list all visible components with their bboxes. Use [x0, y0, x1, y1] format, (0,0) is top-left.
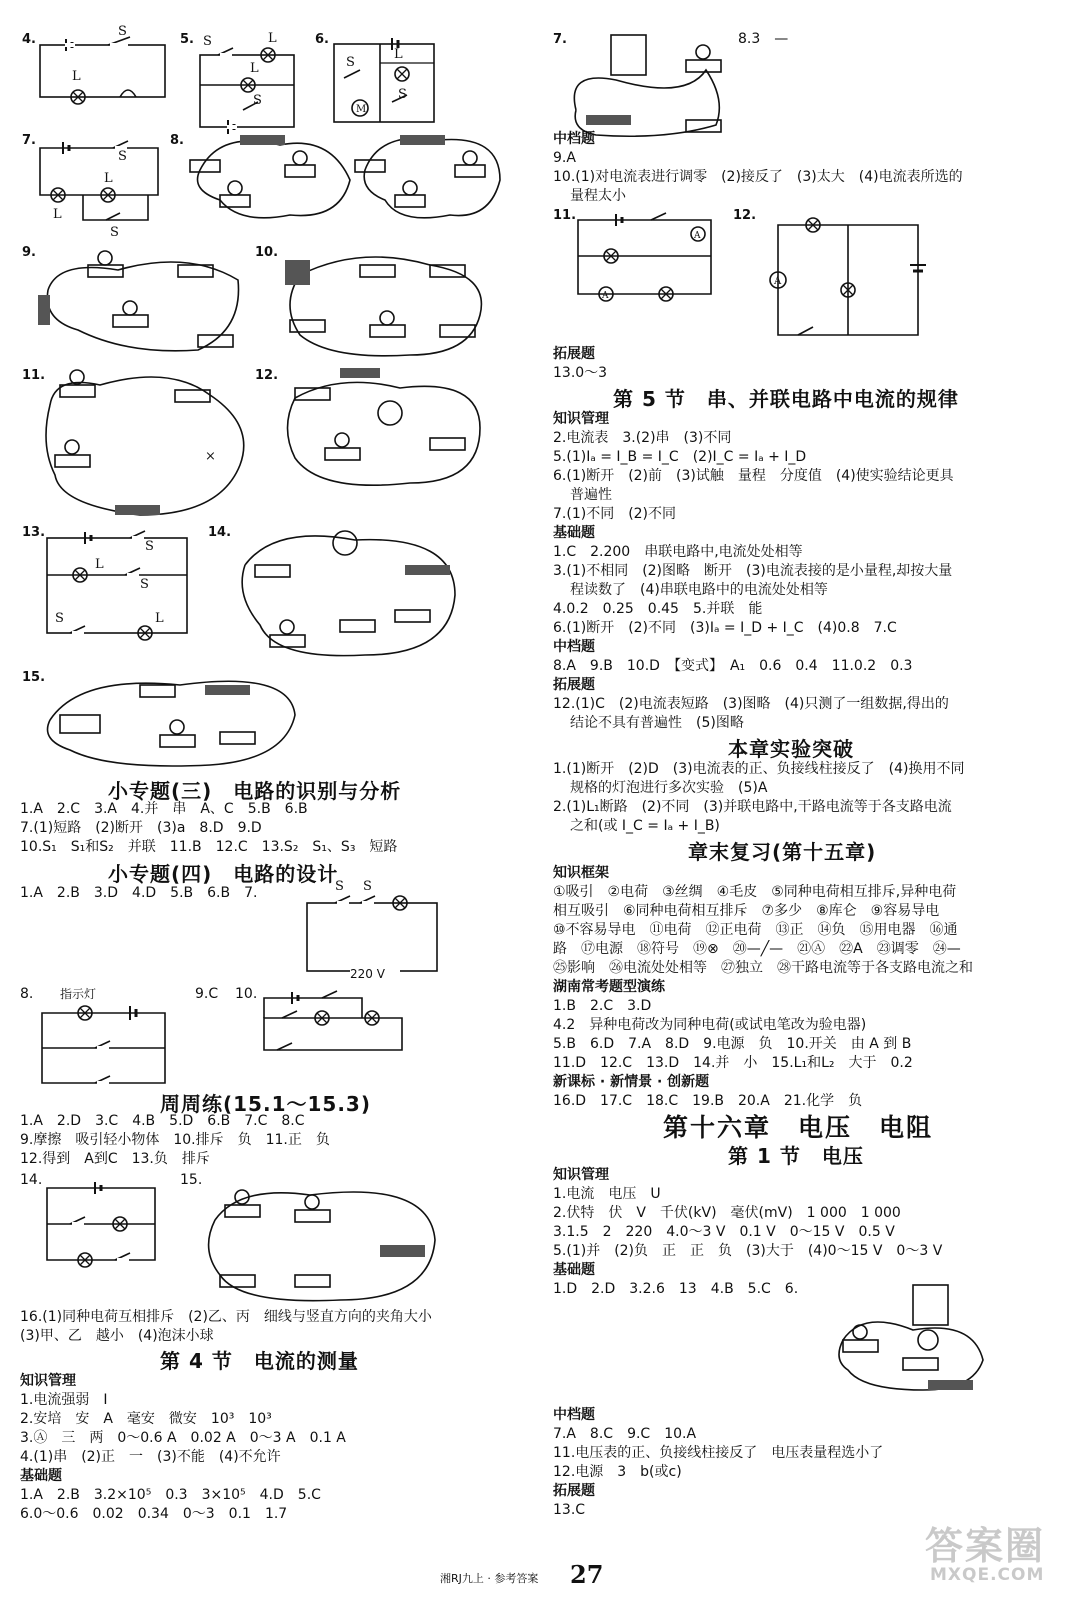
sec5-line-9: 4.0.2 0.25 0.45 5.并联 能 — [553, 601, 763, 617]
svg-text:S: S — [203, 34, 212, 49]
svg-text:L: L — [394, 47, 403, 62]
svg-text:S: S — [145, 539, 154, 554]
svg-text:S: S — [253, 93, 262, 108]
sec5-line-8: 程读数了 (4)串联电路中的电流处处相等 — [570, 582, 828, 598]
sec5-line-3: 6.(1)断开 (2)前 (3)试触 量程 分度值 (4)使实验结论更具 — [553, 468, 954, 484]
sec5-line-5: 7.(1)不同 (2)不同 — [553, 506, 677, 522]
topic3-line-3: 10.S₁ S₁和S₂ 并联 11.B 12.C 13.S₂ S₁、S₃ 短路 — [20, 839, 398, 855]
ch16-line-9: 13.C — [553, 1502, 586, 1518]
svg-text:S: S — [55, 611, 64, 626]
r-q12-circuit-diagram — [768, 215, 928, 340]
weekly-q15-wiring-sketch — [200, 1180, 440, 1310]
svg-text:S: S — [118, 149, 127, 164]
watermark-logo — [920, 1515, 1070, 1595]
ch16-ext-heading: 拓展题 — [553, 1483, 595, 1499]
topic3-title: 小专题(三) 电路的识别与分析 — [108, 779, 402, 803]
topic4-220v: 220 V — [350, 967, 385, 981]
review-line-3: ⑩不容易导电 ⑪电荷 ⑫正电荷 ⑬正 ⑭负 ⑮用电器 ⑯通 — [553, 922, 958, 938]
q14-wiring-sketch — [235, 525, 465, 665]
svg-text:S: S — [118, 24, 127, 39]
sec5-title: 第 5 节 串、并联电路中电流的规律 — [613, 387, 959, 411]
weekly-line-2: 9.摩擦 吸引轻小物体 10.排斥 负 11.正 负 — [20, 1132, 330, 1148]
sec4-title: 第 4 节 电流的测量 — [160, 1349, 359, 1373]
sec4-line-2: 2.安培 安 A 毫安 微安 10³ 10³ — [20, 1411, 272, 1427]
r-ext-heading: 拓展题 — [553, 346, 595, 362]
topic4-q8-circuit-diagram — [40, 1005, 170, 1085]
weekly-q14-circuit-diagram — [45, 1180, 160, 1265]
weekly-line-1: 1.A 2.D 3.C 4.B 5.D 6.B 7.C 8.C — [20, 1113, 305, 1129]
q15-wiring-sketch — [40, 670, 300, 775]
review-line-2: 相互吸引 ⑥同种电荷相互排斥 ⑦多少 ⑧库仑 ⑨容易导电 — [553, 903, 940, 919]
weekly-line-3: 12.得到 A到C 13.负 排斥 — [20, 1151, 210, 1167]
sec5-line-12: 12.(1)C (2)电流表短路 (3)图略 (4)只测了一组数据,得出的 — [553, 696, 949, 712]
ch16-line-5: 1.D 2.D 3.2.6 13 4.B 5.C 6. — [553, 1281, 799, 1297]
sec4-line-1: 1.电流强弱 I — [20, 1392, 108, 1408]
weekly-line-5: (3)甲、乙 越小 (4)泡沫小球 — [20, 1328, 214, 1344]
ch16-line-8: 12.电源 3 b(或c) — [553, 1464, 682, 1480]
ch16-q6-wiring-sketch — [833, 1280, 993, 1400]
r-line-2: 10.(1)对电流表进行调零 (2)接反了 (3)太大 (4)电流表所选的 — [553, 169, 963, 185]
sec5-line-4: 普遍性 — [570, 487, 612, 503]
weekly-title: 周周练(15.1～15.3) — [160, 1092, 371, 1116]
ch16-line-6: 7.A 8.C 9.C 10.A — [553, 1426, 697, 1442]
r-q7-wiring-sketch — [566, 30, 726, 140]
r-q11-num: 11. — [553, 208, 577, 223]
q10-wiring-sketch — [280, 245, 500, 365]
topic4-q10-circuit-diagram — [262, 990, 407, 1055]
sec5-mid-heading: 中档题 — [553, 639, 595, 655]
sec5-knowledge-heading: 知识管理 — [553, 411, 609, 427]
topic4-q8-lamp-label: 指示灯 — [60, 987, 97, 1001]
review-new-heading: 新课标 · 新情景 · 创新题 — [553, 1074, 710, 1090]
weekly-q14: 14. — [20, 1172, 43, 1188]
r-q11-circuit-diagram — [576, 212, 716, 302]
weekly-q15: 15. — [180, 1172, 203, 1188]
q5-num: 5. — [180, 32, 194, 47]
review-line-5: ㉕影响 ㉖电流处处相等 ㉗独立 ㉘干路电流等于各支路电流之和 — [553, 960, 973, 976]
q9-wiring-sketch — [38, 240, 248, 360]
svg-text:L: L — [95, 557, 104, 572]
svg-text:M: M — [356, 104, 367, 115]
review-hunan-heading: 湖南常考题型演练 — [553, 979, 665, 995]
topic3-line-1: 1.A 2.C 3.A 4.并 串 A、C 5.B 6.B — [20, 801, 308, 817]
svg-text:L: L — [155, 611, 164, 626]
exp-line-2: 规格的灯泡进行多次实验 (5)A — [570, 780, 768, 796]
topic3-line-2: 7.(1)短路 (2)断开 (3)a 8.D 9.D — [20, 820, 262, 836]
r-line-3: 量程太小 — [570, 188, 626, 204]
r-q7-num: 7. — [553, 32, 567, 47]
svg-text:A: A — [694, 231, 701, 241]
q7-num: 7. — [22, 133, 36, 148]
sec5-line-6: 1.C 2.200 串联电路中,电流处处相等 — [553, 544, 803, 560]
review-line-6: 1.B 2.C 3.D — [553, 998, 652, 1014]
ch16-sec1-title: 第 1 节 电压 — [728, 1144, 864, 1168]
q15-num: 15. — [22, 670, 46, 685]
q6-num: 6. — [315, 32, 329, 47]
sec5-basic-heading: 基础题 — [553, 525, 595, 541]
svg-text:S: S — [110, 225, 119, 240]
sec4-knowledge-heading: 知识管理 — [20, 1373, 76, 1389]
ch16-line-2: 2.伏特 伏 V 千伏(kV) 毫伏(mV) 1 000 1 000 — [553, 1205, 901, 1221]
svg-text:S: S — [398, 87, 407, 102]
svg-text:L: L — [104, 171, 113, 186]
sec4-line-6: 6.0～0.6 0.02 0.34 0～3 0.1 1.7 — [20, 1506, 288, 1522]
sec4-line-4: 4.(1)串 (2)正 一 (3)不能 (4)不允许 — [20, 1449, 281, 1465]
sec5-line-1: 2.电流表 3.(2)串 (3)不同 — [553, 430, 732, 446]
page-number: 27 — [570, 1560, 604, 1589]
q10-num: 10. — [255, 245, 279, 260]
topic4-title: 小专题(四) 电路的设计 — [108, 862, 339, 886]
review-line-7: 4.2 异种电荷改为同种电荷(或试电笔改为验电器) — [553, 1017, 867, 1033]
review-line-9: 11.D 12.C 13.D 14.并 小 15.L₁和L₂ 大于 0.2 — [553, 1055, 913, 1071]
weekly-line-4: 16.(1)同种电荷互相排斥 (2)乙、丙 细线与竖直方向的夹角大小 — [20, 1309, 432, 1325]
q8-wiring-sketch — [180, 130, 520, 230]
exp-line-1: 1.(1)断开 (2)D (3)电流表的正、负接线柱接反了 (4)换用不同 — [553, 761, 965, 777]
svg-text:×: × — [205, 449, 216, 464]
watermark-top-text: 答案圈 — [925, 1524, 1046, 1568]
sec4-line-5: 1.A 2.B 3.2×10⁵ 0.3 3×10⁵ 4.D 5.C — [20, 1487, 321, 1503]
review-framework-heading: 知识框架 — [553, 865, 609, 881]
q13-num: 13. — [22, 525, 46, 540]
svg-text:L: L — [268, 31, 277, 46]
review-title: 章末复习(第十五章) — [688, 840, 877, 864]
sec5-line-13: 结论不具有普遍性 (5)图略 — [570, 715, 744, 731]
r-mid-heading: 中档题 — [553, 131, 595, 147]
review-line-4: 路 ⑰电源 ⑱符号 ⑲⊗ ⑳—╱— ㉑Ⓐ ㉒A ㉓调零 ㉔— — [553, 941, 961, 957]
svg-text:L: L — [72, 69, 81, 84]
review-line-8: 5.B 6.D 7.A 8.D 9.电源 负 10.开关 由 A 到 B — [553, 1036, 912, 1052]
q14-num: 14. — [208, 525, 232, 540]
ch16-line-1: 1.电流 电压 U — [553, 1186, 661, 1202]
q9-num: 9. — [22, 245, 36, 260]
q13-circuit-diagram — [45, 530, 190, 635]
exp-line-3: 2.(1)L₁断路 (2)不同 (3)并联电路中,干路电流等于各支路电流 — [553, 799, 952, 815]
topic4-q7-circuit-diagram — [305, 879, 440, 975]
q7-circuit-diagram — [38, 140, 163, 240]
ch16-title: 第十六章 电压 电阻 — [663, 1113, 934, 1142]
sec5-line-10: 6.(1)断开 (2)不同 (3)Iₐ = I_D + I_C (4)0.8 7.C — [553, 620, 897, 636]
sec5-ext-heading: 拓展题 — [553, 677, 595, 693]
r-q8: 8.3 — — [738, 31, 789, 47]
review-line-1: ①吸引 ②电荷 ③丝绸 ④毛皮 ⑤同种电荷相互排斥,异种电荷 — [553, 884, 957, 900]
q6-circuit-diagram — [332, 38, 442, 128]
r-line-1: 9.A — [553, 150, 576, 166]
exp-line-4: 之和(或 I_C = Iₐ + I_B) — [570, 818, 720, 834]
topic4-line-1: 1.A 2.B 3.D 4.D 5.B 6.B 7. — [20, 885, 258, 901]
footer-label: 湘RJ九上 · 参考答案 — [440, 1572, 539, 1585]
ch16-basic-heading: 基础题 — [553, 1262, 595, 1278]
q11-num: 11. — [22, 368, 46, 383]
q4-num: 4. — [22, 32, 36, 47]
topic4-q8: 8. — [20, 986, 34, 1002]
topic4-q10: 10. — [235, 986, 258, 1002]
review-line-10: 16.D 17.C 18.C 19.B 20.A 21.化学 负 — [553, 1093, 863, 1109]
q4-circuit-diagram — [38, 24, 168, 105]
sec5-line-11: 8.A 9.B 10.D 【变式】 A₁ 0.6 0.4 11.0.2 0.3 — [553, 658, 913, 674]
ch16-line-7: 11.电压表的正、负接线柱接反了 电压表量程选小了 — [553, 1445, 884, 1461]
sec4-basic-heading: 基础题 — [20, 1468, 62, 1484]
svg-text:S: S — [140, 577, 149, 592]
svg-text:S: S — [346, 55, 355, 70]
watermark-bottom-text: MXQE.COM — [930, 1565, 1045, 1585]
svg-text:L: L — [53, 207, 62, 222]
q11-wiring-sketch — [40, 365, 250, 520]
q12-num: 12. — [255, 368, 279, 383]
ch16-knowledge-heading: 知识管理 — [553, 1167, 609, 1183]
svg-text:A: A — [602, 291, 609, 301]
q5-circuit-diagram — [198, 31, 298, 130]
svg-text:L: L — [250, 61, 259, 76]
ch16-mid-heading: 中档题 — [553, 1407, 595, 1423]
ch16-line-3: 3.1.5 2 220 4.0～3 V 0.1 V 0～15 V 0.5 V — [553, 1224, 895, 1240]
q8-num: 8. — [170, 133, 184, 148]
r-line-4: 13.0～3 — [553, 365, 608, 381]
topic4-q9: 9.C — [195, 986, 219, 1002]
exp-title: 本章实验突破 — [728, 737, 854, 761]
svg-text:S: S — [335, 879, 344, 894]
sec5-line-7: 3.(1)不相同 (2)图略 断开 (3)电流表接的是小量程,却按大量 — [553, 563, 953, 579]
svg-text:A: A — [774, 276, 782, 287]
sec5-line-2: 5.(1)Iₐ = I_B = I_C (2)I_C = Iₐ + I_D — [553, 449, 807, 465]
ch16-line-4: 5.(1)并 (2)负 正 正 负 (3)大于 (4)0～15 V 0～3 V — [553, 1243, 943, 1259]
r-q12-num: 12. — [733, 208, 757, 223]
q12-wiring-sketch — [280, 368, 490, 498]
svg-text:S: S — [363, 879, 372, 894]
sec4-line-3: 3.Ⓐ 三 两 0～0.6 A 0.02 A 0～3 A 0.1 A — [20, 1430, 346, 1446]
